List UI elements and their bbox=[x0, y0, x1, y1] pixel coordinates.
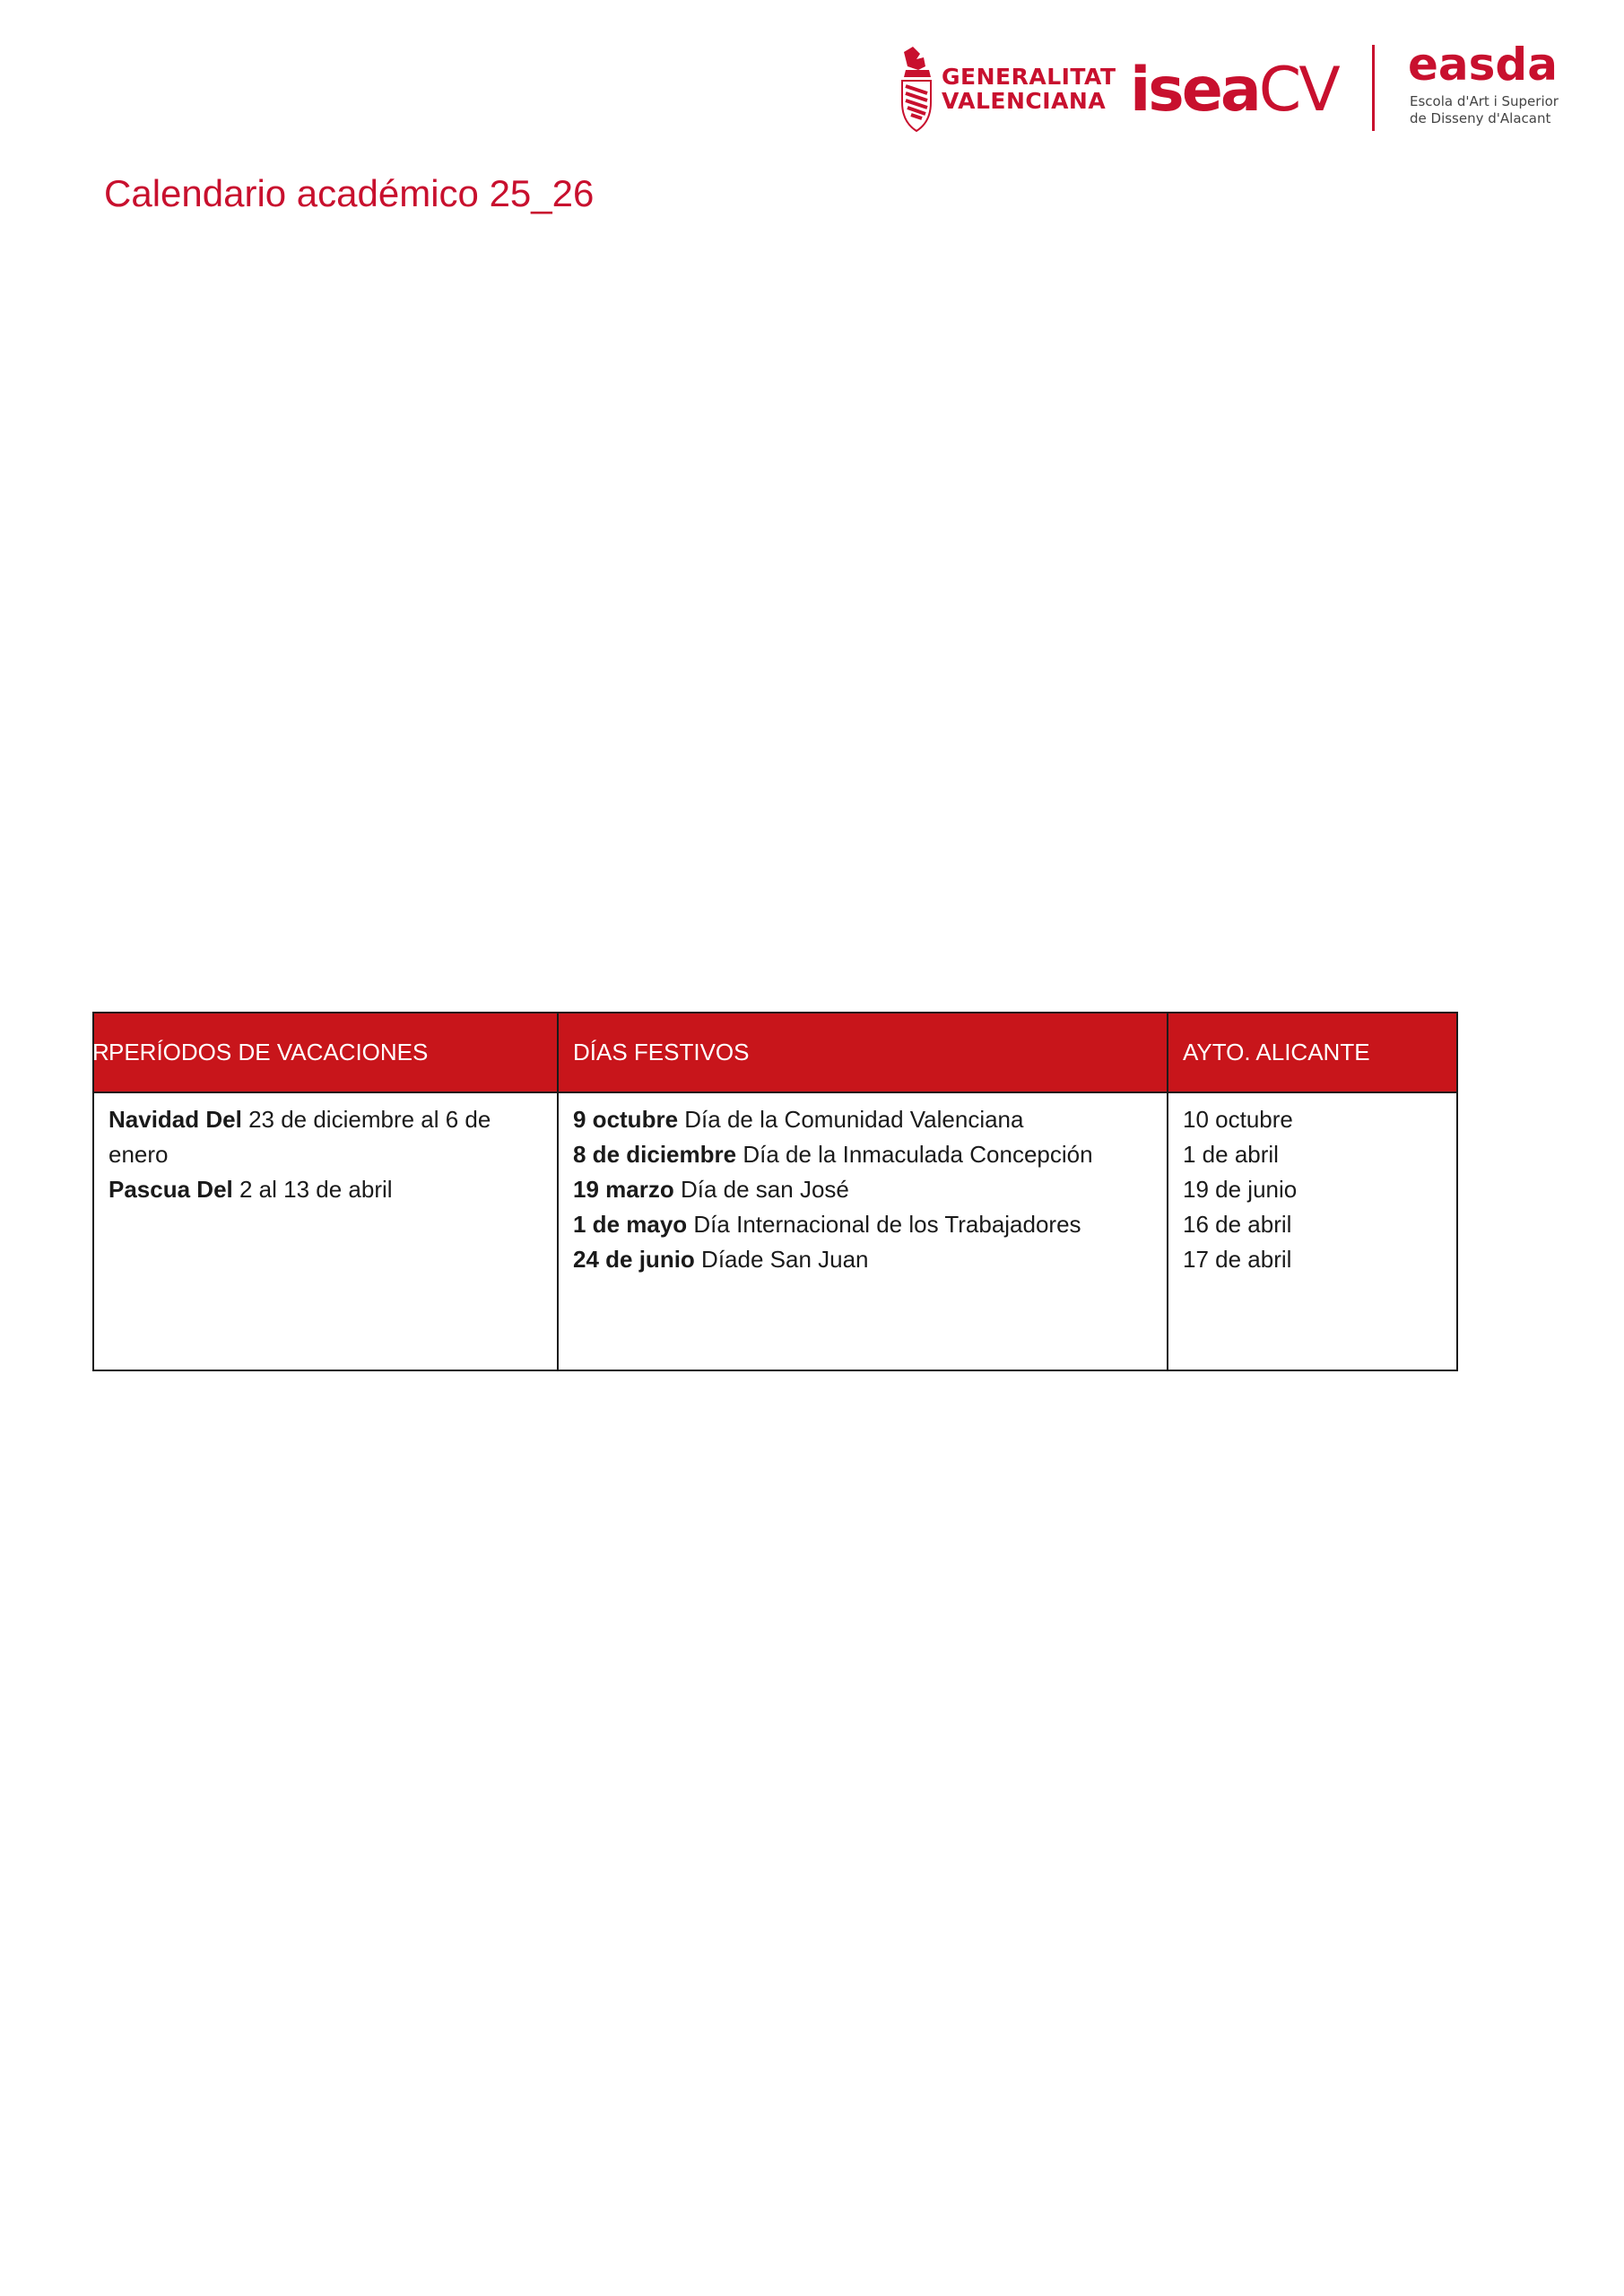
vacation-entry-pascua bbox=[109, 1172, 543, 1207]
iseacv-wordmark bbox=[1130, 55, 1338, 126]
header-festivos: DÍAS FESTIVOS bbox=[558, 1013, 1168, 1092]
holiday-entry bbox=[573, 1207, 1152, 1242]
cell-festivos bbox=[558, 1092, 1168, 1370]
holiday-name: Día de la Comunidad Valenciana bbox=[684, 1106, 1024, 1133]
holiday-date: 9 octubre bbox=[573, 1106, 679, 1133]
holiday-name: Día de la Inmaculada Concepción bbox=[743, 1141, 1093, 1168]
holiday-entry bbox=[573, 1137, 1152, 1172]
table-header-row bbox=[93, 1013, 1457, 1092]
table-row bbox=[93, 1092, 1457, 1370]
vacation-key: Navidad Del bbox=[109, 1106, 242, 1133]
header-vacaciones bbox=[93, 1013, 558, 1092]
holiday-name: Día de san José bbox=[680, 1176, 849, 1203]
isea-bold-text: isea bbox=[1130, 55, 1259, 126]
holiday-date: 19 marzo bbox=[573, 1176, 674, 1203]
header-clipped-text: R bbox=[92, 1039, 109, 1065]
page-title: Calendario académico 25_26 bbox=[104, 172, 595, 214]
cell-vacaciones bbox=[93, 1092, 558, 1370]
easda-subtitle-line-2: de Disseny d'Alacant bbox=[1410, 110, 1551, 126]
local-holiday: 10 octubre bbox=[1183, 1106, 1293, 1133]
vacation-text: 2 al 13 de abril bbox=[239, 1176, 393, 1203]
calendar-table bbox=[92, 1012, 1458, 1371]
header-logos bbox=[897, 39, 1578, 135]
header-ayto: AYTO. ALICANTE bbox=[1168, 1013, 1457, 1092]
easda-wordmark: easda bbox=[1408, 39, 1558, 91]
local-holiday: 17 de abril bbox=[1183, 1246, 1292, 1273]
local-holiday: 19 de junio bbox=[1183, 1176, 1298, 1203]
easda-logo bbox=[1408, 39, 1587, 135]
vacation-key: Pascua Del bbox=[109, 1176, 233, 1203]
gva-line-1: GENERALITAT bbox=[942, 64, 1116, 90]
holiday-name: Día Internacional de los Trabajadores bbox=[693, 1211, 1081, 1238]
easda-subtitle-line-1: Escola d'Art i Superior bbox=[1410, 93, 1559, 109]
gva-coat-of-arms-icon bbox=[899, 47, 934, 133]
cv-light-text: CV bbox=[1258, 55, 1338, 126]
local-holiday: 1 de abril bbox=[1183, 1141, 1279, 1168]
vacation-entry-navidad bbox=[109, 1102, 543, 1172]
easda-subtitle bbox=[1410, 93, 1559, 127]
holiday-date: 8 de diciembre bbox=[573, 1141, 737, 1168]
generalitat-valenciana-logo bbox=[897, 47, 1116, 133]
holiday-entry bbox=[573, 1242, 1152, 1277]
holiday-date: 1 de mayo bbox=[573, 1211, 688, 1238]
holiday-name: Díade San Juan bbox=[701, 1246, 869, 1273]
holiday-entry bbox=[573, 1102, 1152, 1137]
cell-ayto bbox=[1168, 1092, 1457, 1370]
local-holiday: 16 de abril bbox=[1183, 1211, 1292, 1238]
vacation-text: 23 de diciembre al 6 de enero bbox=[109, 1106, 491, 1168]
iseacv-logo bbox=[1130, 55, 1345, 126]
holiday-entry bbox=[573, 1172, 1152, 1207]
logo-divider bbox=[1372, 45, 1375, 131]
holiday-date: 24 de junio bbox=[573, 1246, 695, 1273]
gva-wordmark bbox=[942, 65, 1116, 113]
gva-line-2: VALENCIANA bbox=[942, 88, 1107, 114]
header-vacaciones-label: PERÍODOS DE VACACIONES bbox=[109, 1039, 429, 1065]
